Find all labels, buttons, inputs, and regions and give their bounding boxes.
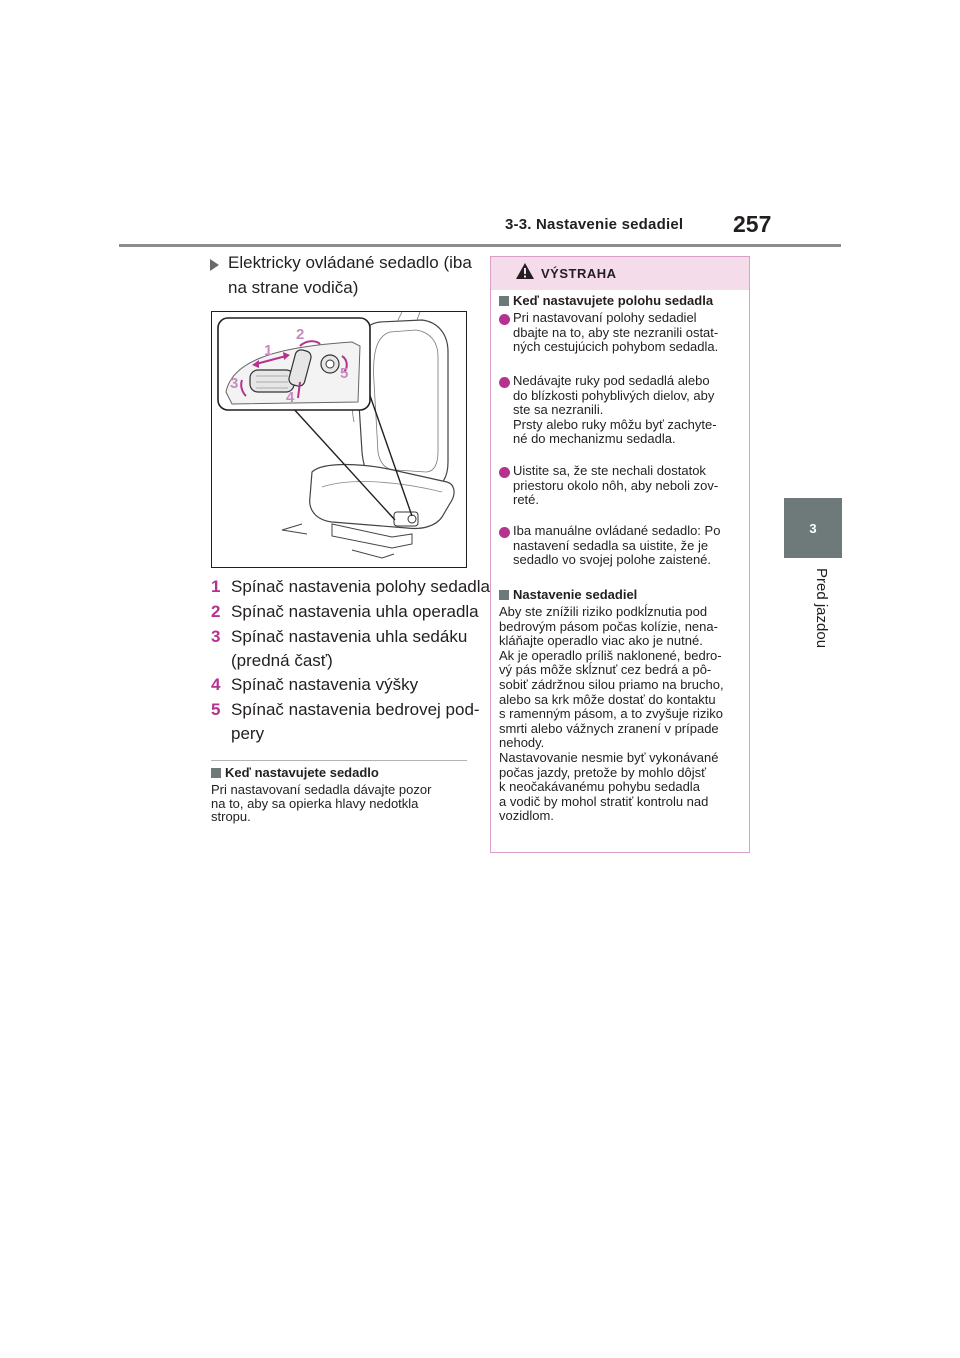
warning-line: né do mechanizmu sedadla. (513, 431, 676, 447)
callout-4: 4 (286, 389, 295, 406)
warning-line: Ak je operadlo príliš naklonené, bedro- (499, 647, 722, 663)
intro-line-2: na strane vodiča) (228, 278, 359, 297)
seat-illustration (211, 311, 467, 568)
note-line: na to, aby sa opierka hlavy nedotkla (211, 795, 419, 811)
warning-box (490, 256, 750, 853)
square-bullet-icon (211, 768, 221, 778)
legend-number: 1 (211, 577, 221, 596)
warning-line: Pri nastavovaní polohy sedadiel (513, 310, 697, 325)
note-body (211, 783, 471, 824)
legend-number: 5 (211, 700, 221, 719)
separator (211, 760, 467, 761)
round-bullet-icon (499, 467, 510, 478)
warning-line: k neočakávanému pohybu sedadla (499, 779, 700, 795)
legend-text: Spínač nastavenia uhla operadla (231, 602, 479, 621)
warning-section-title-text: Nastavenie sedadiel (513, 587, 638, 602)
warning-line: nehody. (499, 735, 545, 751)
warning-triangle-icon (515, 262, 535, 280)
page-number: 257 (733, 211, 772, 237)
warning-bullet (513, 524, 743, 568)
warning-section-title (499, 293, 713, 308)
warning-line: priestoru okolo nôh, aby neboli zov- (513, 477, 719, 493)
warning-line: dbajte na to, aby ste nezranili ostat- (513, 324, 719, 340)
warning-line: do blízkosti pohyblivých dielov, aby (513, 387, 715, 403)
warning-line: alebo sa krk môže dostať do kontaktu (499, 691, 716, 707)
warning-line: Iba manuálne ovládané sedadlo: Po (513, 523, 721, 538)
section-title: 3-3. Nastavenie sedadiel (505, 216, 684, 233)
warning-line: vozidlom. (499, 808, 554, 824)
header-rule (119, 244, 841, 247)
callout-5: 5 (340, 365, 349, 382)
intro-line-1: Elektricky ovládané sedadlo (iba (228, 253, 472, 272)
warning-line: sobiť zádržnou silou priamo na brucho, (499, 676, 724, 692)
legend-number: 4 (211, 675, 221, 694)
warning-line: ných cestujúcich pohybom sedadla. (513, 339, 719, 355)
warning-line: Nastavovanie nesmie byť vykonávané (499, 749, 719, 765)
warning-line: Prsty alebo ruky môžu byť zachyte- (513, 416, 717, 432)
legend-text: Spínač nastavenia výšky (231, 675, 419, 694)
warning-title: VÝSTRAHA (541, 266, 617, 281)
callout-1: 1 (264, 342, 273, 359)
note-title (211, 765, 379, 780)
round-bullet-icon (499, 377, 510, 388)
note-line: stropu. (211, 809, 251, 824)
square-bullet-icon (499, 590, 509, 600)
warning-line: reté. (513, 492, 540, 508)
round-bullet-icon (499, 314, 510, 325)
warning-header (491, 257, 749, 290)
legend-number: 2 (211, 602, 221, 621)
warning-line: ste sa nezranili. (513, 402, 604, 418)
legend-text: Spínač nastavenia bedrovej pod- (231, 700, 480, 719)
legend-text: Spínač nastavenia polohy sedadla (231, 577, 490, 596)
square-bullet-icon (499, 296, 509, 306)
warning-section-title (499, 587, 637, 602)
warning-section-title-text: Keď nastavujete polohu sedadla (513, 293, 714, 308)
warning-line: s ramenným pásom, a to zvyšuje riziko (499, 706, 723, 722)
triangle-bullet-icon (210, 259, 219, 271)
warning-bullet (513, 464, 743, 508)
warning-bullet (513, 311, 743, 355)
warning-line: vý pás môže skĺznuť cez bedrá a pô- (499, 662, 712, 678)
callout-3: 3 (230, 375, 239, 392)
legend-number: 3 (211, 627, 221, 646)
warning-line: sedadlo vo svojej polohe zaistené. (513, 552, 712, 568)
callout-2: 2 (296, 326, 305, 343)
warning-paragraph (499, 605, 745, 824)
warning-line: kláňajte operadlo viac ako je nutné. (499, 633, 703, 649)
round-bullet-icon (499, 527, 510, 538)
legend-text: (predná časť) (231, 651, 333, 670)
warning-line: nastavení sedadla sa uistite, že je (513, 537, 709, 553)
warning-line: Nedávajte ruky pod sedadlá alebo (513, 373, 710, 388)
warning-line: bedrovým pásom počas kolízie, nena- (499, 618, 718, 634)
chapter-title: Pred jazdou (813, 568, 830, 649)
note-line: Pri nastavovaní sedadla dávajte pozor (211, 782, 432, 797)
legend-text: pery (231, 724, 265, 743)
warning-line: počas jazdy, pretože by mohlo dôjsť (499, 764, 706, 780)
warning-line: a vodič by mohol stratiť kontrolu nad (499, 793, 709, 809)
warning-bullet (513, 374, 743, 447)
note-title-text: Keď nastavujete sedadlo (225, 765, 379, 780)
warning-line: Aby ste znížili riziko podkĺznutia pod (499, 604, 708, 619)
warning-line: smrti alebo vážnych zranení v prípade (499, 720, 719, 736)
warning-line: Uistite sa, že ste nechali dostatok (513, 463, 706, 478)
chapter-tab: 3 (784, 498, 842, 558)
legend-text: Spínač nastavenia uhla sedáku (231, 627, 468, 646)
power-seat-icon (212, 312, 466, 567)
